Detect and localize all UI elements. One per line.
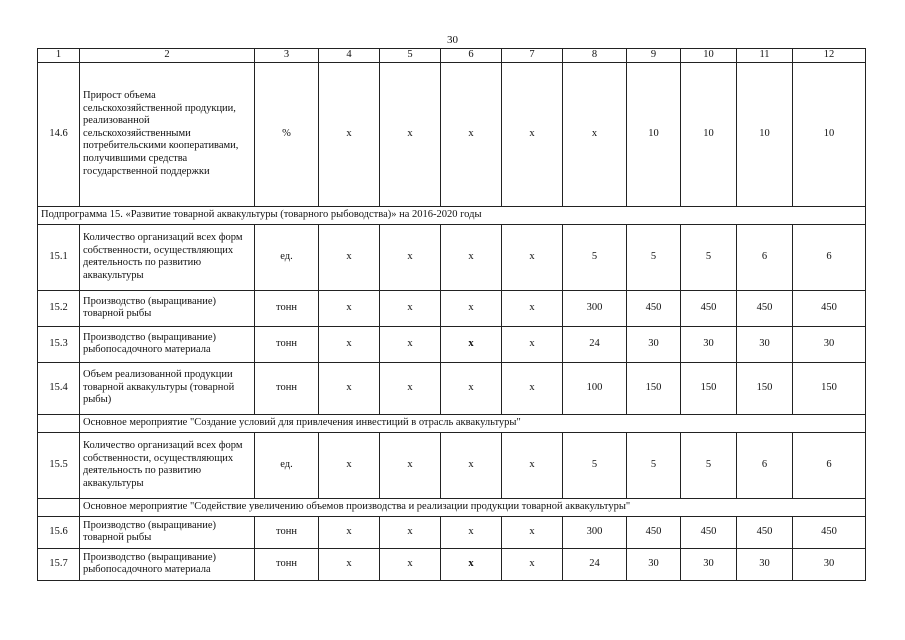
value-cell: 10 [737,62,793,206]
value-cell: х [441,224,502,290]
unit-cell: тонн [255,548,319,580]
table-body [38,49,866,581]
page-number: 30 [447,34,458,46]
value-cell: 450 [793,516,866,548]
table-row [38,548,866,580]
value-cell: х [502,362,563,414]
value-cell: х [502,432,563,498]
header-cell: 8 [563,49,627,63]
table-row [38,224,866,290]
value-cell: 5 [563,224,627,290]
value-cell: х [502,326,563,362]
measure-row [38,414,866,432]
value-cell: 150 [737,362,793,414]
unit-cell: тонн [255,516,319,548]
value-cell: 24 [563,548,627,580]
indicators-table [37,48,866,581]
value-cell: х [441,432,502,498]
value-cell: х [502,516,563,548]
value-cell: х [563,62,627,206]
unit-cell: тонн [255,326,319,362]
value-cell: х [380,548,441,580]
value-cell: 30 [627,548,681,580]
value-cell: 30 [737,548,793,580]
value-cell: 5 [627,432,681,498]
table-row [38,62,866,206]
unit-cell: ед. [255,224,319,290]
value-cell: х [380,362,441,414]
value-cell: 5 [681,432,737,498]
value-cell: 450 [627,290,681,326]
table-header-row [38,49,866,63]
row-number: 15.1 [38,224,80,290]
value-cell: 450 [793,290,866,326]
value-cell: 450 [737,516,793,548]
value-cell: 450 [627,516,681,548]
value-cell: х [502,224,563,290]
indicator-name: Производство (выращивание) рыбопосадочного материала [80,548,255,580]
value-cell: 10 [681,62,737,206]
header-cell: 11 [737,49,793,63]
row-number: 15.3 [38,326,80,362]
value-cell: 30 [627,326,681,362]
value-cell: 30 [793,548,866,580]
subprogram-row [38,206,866,224]
indicator-name: Объем реализованной продукции товарной аквакультуры (товарной рыбы) [80,362,255,414]
value-cell: х [319,516,380,548]
value-cell: х [380,62,441,206]
value-cell: х [319,62,380,206]
value-cell: 24 [563,326,627,362]
indicator-name: Производство (выращивание) товарной рыбы [80,290,255,326]
row-number: 15.5 [38,432,80,498]
table-row [38,516,866,548]
value-cell: х [502,290,563,326]
header-cell: 7 [502,49,563,63]
value-cell: 30 [737,326,793,362]
value-cell: х [380,432,441,498]
header-cell: 5 [380,49,441,63]
value-cell: 5 [681,224,737,290]
value-cell: 10 [627,62,681,206]
value-cell: х [380,516,441,548]
value-cell: х [380,326,441,362]
indicator-name: Количество организаций всех форм собственности, осуществляющих деятельность по развитию аквакультуры [80,432,255,498]
value-cell: 150 [627,362,681,414]
header-cell: 6 [441,49,502,63]
value-cell: 30 [681,548,737,580]
value-cell: 150 [681,362,737,414]
value-cell: 6 [737,432,793,498]
header-cell: 2 [80,49,255,63]
value-cell: 150 [793,362,866,414]
subprogram-title: Подпрограмма 15. «Развитие товарной аквакультуры (товарного рыбоводства)» на 2016-2020 годы [38,206,866,224]
table-row [38,432,866,498]
value-cell: х [441,62,502,206]
value-cell: х [380,224,441,290]
value-cell: 6 [793,224,866,290]
value-cell: х [319,362,380,414]
value-cell: х [441,326,502,362]
indicator-name: Производство (выращивание) товарной рыбы [80,516,255,548]
value-cell: 100 [563,362,627,414]
measure-title: Основное мероприятие "Создание условий для привлечения инвестиций в отрасль аквакультуры" [80,414,866,432]
value-cell: 5 [563,432,627,498]
value-cell: 30 [681,326,737,362]
indicator-name: Производство (выращивание) рыбопосадочного материала [80,326,255,362]
value-cell: 300 [563,290,627,326]
unit-cell: тонн [255,290,319,326]
value-cell: 450 [737,290,793,326]
header-cell: 9 [627,49,681,63]
row-number: 15.7 [38,548,80,580]
unit-cell: % [255,62,319,206]
value-cell: 450 [681,290,737,326]
header-cell: 12 [793,49,866,63]
value-cell: х [441,362,502,414]
row-number: 15.2 [38,290,80,326]
measure-row [38,498,866,516]
value-cell: х [502,62,563,206]
value-cell: 30 [793,326,866,362]
measure-blank-cell [38,414,80,432]
value-cell: х [441,290,502,326]
value-cell: х [319,432,380,498]
value-cell: 6 [793,432,866,498]
row-number: 15.4 [38,362,80,414]
unit-cell: ед. [255,432,319,498]
unit-cell: тонн [255,362,319,414]
value-cell: х [319,326,380,362]
measure-title: Основное мероприятие "Содействие увеличению объемов производства и реализации продукции товарной аквакультуры" [80,498,866,516]
indicator-name: Прирост объема сельскохозяйственной продукции, реализованной сельскохозяйственными потребительскими кооперативами, получившими средства государственной поддержки [80,62,255,206]
header-cell: 3 [255,49,319,63]
row-number: 15.6 [38,516,80,548]
value-cell: х [319,548,380,580]
value-cell: 10 [793,62,866,206]
table-row [38,290,866,326]
value-cell: х [502,548,563,580]
measure-blank-cell [38,498,80,516]
value-cell: х [319,290,380,326]
value-cell: 450 [681,516,737,548]
table-row [38,362,866,414]
header-cell: 10 [681,49,737,63]
indicator-name: Количество организаций всех форм собственности, осуществляющих деятельность по развитию аквакультуры [80,224,255,290]
header-cell: 4 [319,49,380,63]
value-cell: х [380,290,441,326]
value-cell: 6 [737,224,793,290]
row-number: 14.6 [38,62,80,206]
value-cell: х [441,548,502,580]
value-cell: х [441,516,502,548]
header-cell: 1 [38,49,80,63]
value-cell: х [319,224,380,290]
value-cell: 300 [563,516,627,548]
table-row [38,326,866,362]
value-cell: 5 [627,224,681,290]
